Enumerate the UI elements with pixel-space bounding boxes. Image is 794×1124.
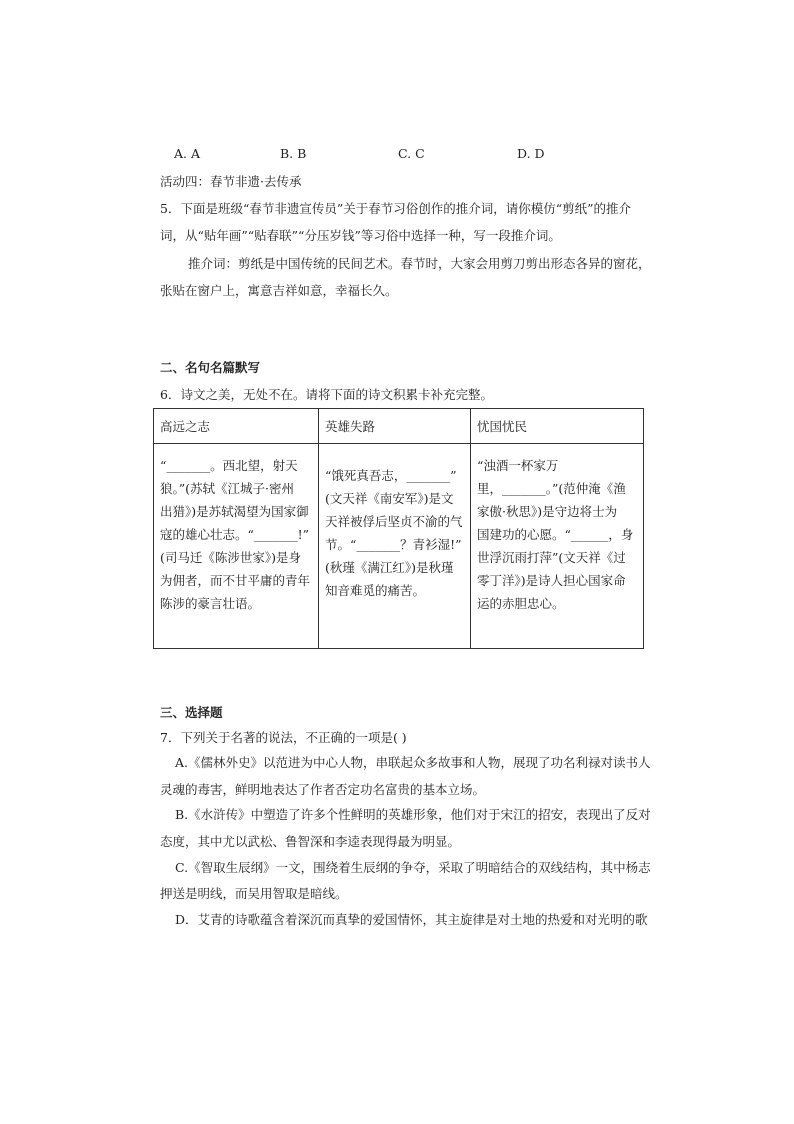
option-c: C. C: [398, 146, 425, 161]
option-b-line-1: B.《水浒传》中塑造了许多个性鲜明的英雄形象，他们对于宋江的招安，表现出了反对: [175, 807, 651, 822]
table-header-row: [154, 409, 644, 444]
table-cell-patriot: [471, 444, 644, 649]
cell-line: 出猎》)是苏轼渴望为国家御: [160, 504, 309, 519]
cell-line: 运的赤胆忠心。: [477, 596, 565, 611]
question-5-line-1: 5．下面是班级“春节非遗宣传员”关于春节习俗创作的推介词，请你模仿“剪纸”的推介: [160, 201, 632, 216]
example-line-1: 推介词：剪纸是中国传统的民间艺术。春节时，大家会用剪刀剪出形态各异的窗花，: [188, 256, 651, 271]
cell-line: (秋瑾《满江红》)是秋瑾: [325, 560, 454, 575]
table-header-cell: 英雄失路: [319, 409, 471, 444]
question-5-line-2: 词，从“贴年画”“贴春联”“分压岁钱”等习俗中选择一种，写一段推介词。: [160, 228, 561, 243]
cell-line: 世浮沉雨打萍”(文天祥《过: [477, 550, 626, 565]
cell-line: “浊酒一杯家万: [477, 458, 559, 473]
section-2-title: 二、名句名篇默写: [160, 360, 261, 375]
activity-heading: 活动四：春节非遗·去传承: [160, 174, 302, 189]
table-row: [154, 444, 644, 649]
option-a-line-1: A.《儒林外史》以范进为中心人物，串联起众多故事和人物，展现了功名利禄对读书人: [175, 755, 651, 770]
option-a: A. A: [174, 146, 201, 161]
cell-line: 寇的雄心壮志。“_______!”: [160, 527, 310, 542]
cell-line: 国建功的心愿。“______，身: [477, 527, 634, 542]
cell-line: 知音难觅的痛苦。: [325, 583, 426, 598]
option-b: B. B: [280, 146, 307, 161]
cell-line: (司马迁《陈涉世家》)是身: [160, 550, 302, 565]
cell-line: 天祥被俘后坚贞不渝的气: [325, 514, 463, 529]
table-header-cell: 忧国忧民: [471, 409, 644, 444]
option-b-line-2: 态度，其中尤以武松、鲁智深和李逵表现得最为明显。: [160, 834, 461, 849]
cell-line: 狼。”(苏轼《江城子·密州: [160, 481, 294, 496]
option-c-line-2: 押送是明线，而吴用智取是暗线。: [160, 886, 348, 901]
cell-line: “_______。西北望，射天: [160, 458, 298, 473]
cell-line: 节。“_______？青衫湿!”: [325, 537, 462, 552]
option-d: D. D: [517, 146, 545, 161]
cell-line: 里，_______。”(范仲淹《渔: [477, 481, 626, 496]
table-cell-ambition: [154, 444, 319, 649]
section-3-title: 三、选择题: [160, 705, 223, 720]
option-c-line-1: C.《智取生辰纲》一文，围绕着生辰纲的争夺，采取了明暗结合的双线结构，其中杨志: [175, 860, 651, 875]
cell-line: (文天祥《南安军》)是文: [325, 491, 454, 506]
cell-line: 家傲·秋思》)是守边将士为: [477, 504, 618, 519]
cell-line: 零丁洋》)是诗人担心国家命: [477, 573, 626, 588]
table-cell-hero: [319, 444, 471, 649]
table-header-cell: 高远之志: [154, 409, 319, 444]
option-d-line-1: D．艾青的诗歌蕴含着深沉而真挚的爱国情怀，其主旋律是对土地的热爱和对光明的歌: [175, 912, 648, 927]
cell-line: “饿死真吾志，_______”: [325, 468, 457, 483]
question-6: 6．诗文之美，无处不在。请将下面的诗文积累卡补充完整。: [160, 387, 493, 402]
option-a-line-2: 灵魂的毒害，鲜明地表达了作者否定功名富贵的基本立场。: [160, 782, 486, 797]
example-line-2: 张贴在窗户上，寓意吉祥如意，幸福长久。: [160, 283, 398, 298]
poem-card-table: [153, 408, 644, 649]
question-7: 7．下列关于名著的说法，不正确的一项是( ): [160, 730, 407, 745]
cell-line: 陈涉的豪言壮语。: [160, 596, 261, 611]
cell-line: 为佣者，而不甘平庸的青年: [160, 573, 311, 588]
